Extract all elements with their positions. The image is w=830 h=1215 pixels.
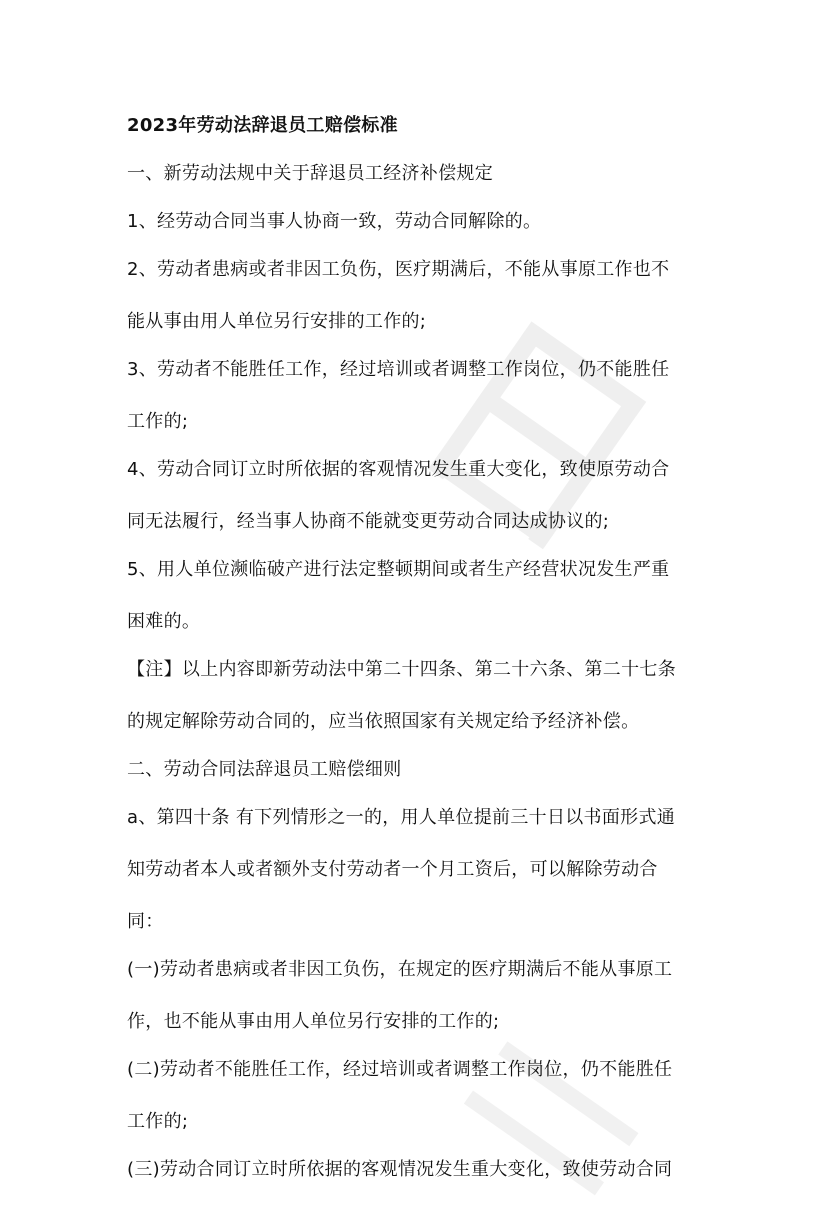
text-line: 工作的; [127, 1111, 189, 1132]
text-line: 的规定解除劳动合同的，应当依照国家有关规定给予经济补偿。 [127, 711, 640, 732]
paragraph [127, 452, 712, 540]
paragraph [127, 552, 712, 640]
text-line: (一)劳动者患病或者非因工负伤，在规定的医疗期满后不能从事原工 [127, 959, 673, 980]
text-line: 能从事由用人单位另行安排的工作的; [127, 311, 427, 332]
text-line: (三)劳动合同订立时所依据的客观情况发生重大变化，致使劳动合同 [127, 1159, 673, 1180]
document-body [127, 108, 712, 1200]
text-line: (二)劳动者不能胜任工作，经过培训或者调整工作岗位，仍不能胜任 [127, 1059, 673, 1080]
text-line: 困难的。 [127, 611, 201, 632]
paragraph [127, 1152, 712, 1188]
text-line: 【注】以上内容即新劳动法中第二十四条、第二十六条、第二十七条 [127, 659, 676, 680]
text-line: 4、劳动合同订立时所依据的客观情况发生重大变化，致使原劳动合 [127, 459, 670, 480]
text-line: 作，也不能从事由用人单位另行安排的工作的; [127, 1011, 500, 1032]
paragraph [127, 952, 712, 1040]
paragraph [127, 352, 712, 440]
text-line: 3、劳动者不能胜任工作，经过培训或者调整工作岗位，仍不能胜任 [127, 359, 670, 380]
note-paragraph [127, 652, 712, 740]
paragraph [127, 156, 712, 192]
paragraph [127, 1052, 712, 1140]
paragraph [127, 252, 712, 340]
text-line: 同： [127, 911, 164, 932]
text-line: a、第四十条 有下列情形之一的，用人单位提前三十日以书面形式通 [127, 807, 676, 828]
section-heading [127, 752, 712, 788]
paragraph [127, 800, 712, 940]
text-line: 工作的; [127, 411, 189, 432]
document-title: 2023年劳动法辞退员工赔偿标准 [127, 115, 398, 136]
text-line: 知劳动者本人或者额外支付劳动者一个月工资后，可以解除劳动合 [127, 859, 658, 880]
text-line: 一、新劳动法规中关于辞退员工经济补偿规定 [127, 163, 493, 184]
text-line: 二、劳动合同法辞退员工赔偿细则 [127, 759, 402, 780]
text-line: 2、劳动者患病或者非因工负伤，医疗期满后，不能从事原工作也不 [127, 259, 670, 280]
paragraph [127, 204, 712, 240]
text-line: 5、用人单位濒临破产进行法定整顿期间或者生产经营状况发生严重 [127, 559, 670, 580]
text-line: 同无法履行，经当事人协商不能就变更劳动合同达成协议的; [127, 511, 610, 532]
text-line: 1、经劳动合同当事人协商一致，劳动合同解除的。 [127, 211, 542, 232]
